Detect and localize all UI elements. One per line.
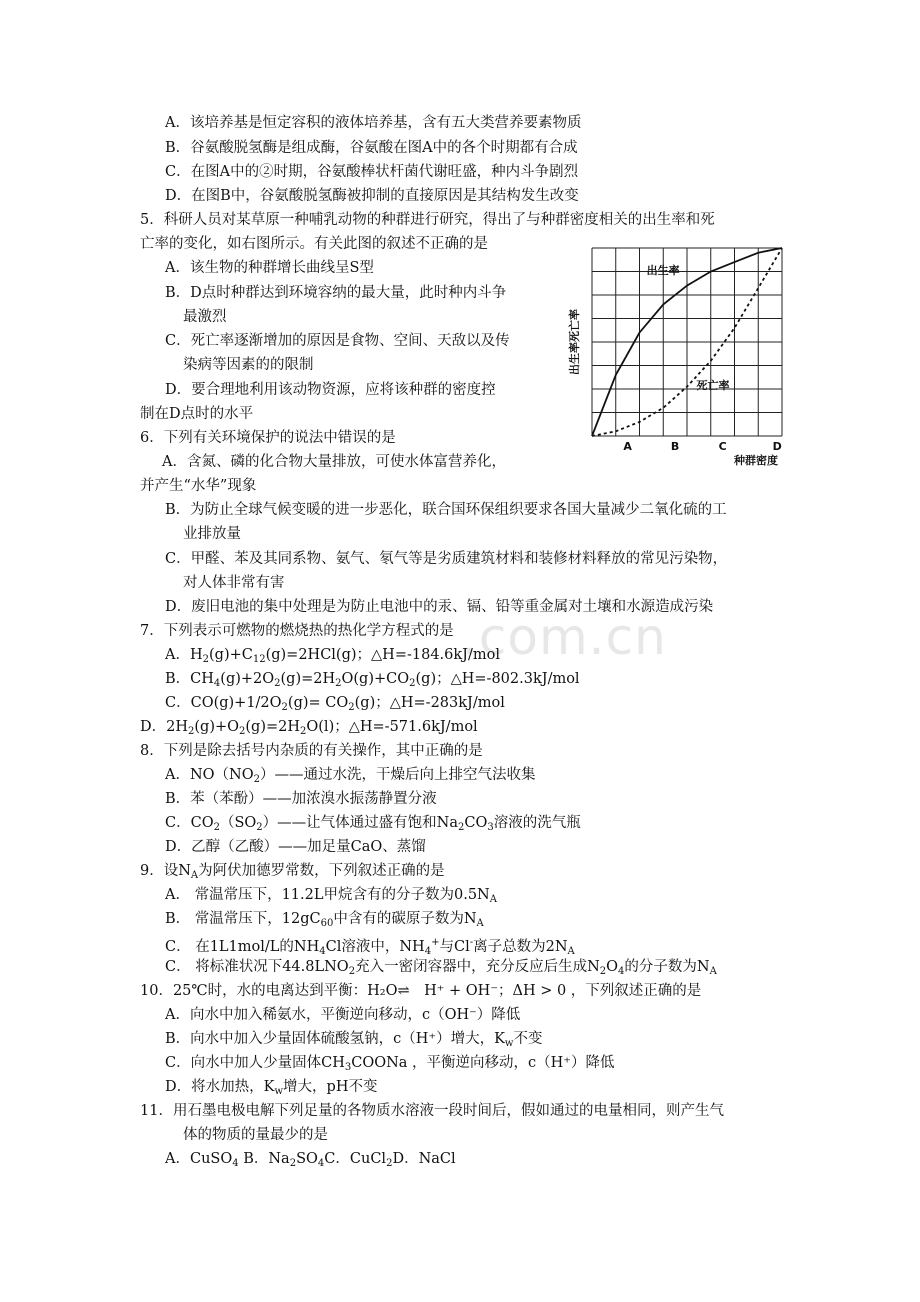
- q7-stem: 7．下列表示可燃物的燃烧热的热化学方程式的是: [140, 623, 454, 639]
- q8-option-a: A．$NO(NO_2)——$通过水洗，干燥后向上排空气法收集: [165, 767, 536, 785]
- q10-option-b: B．向水中加入少量固体硫酸氢钠，c（H⁺）增大，$K_w$不变: [165, 1031, 543, 1049]
- q9-option-a: A． 常温常压下，11.2L甲烷含有的分子数为$0.5N_A$: [165, 887, 497, 905]
- q9-option-b: B． 常温常压下，$12gC_{60}$中含有的碳原子数为$N_A$: [165, 911, 484, 929]
- birth-rate-label: 出生率: [646, 263, 680, 277]
- q5-option-c-line2: 染病等因素的的限制: [183, 357, 314, 373]
- q4-option-b: B．谷氨酸脱氢酶是组成酶，谷氨酸在图A中的各个时期都有合成: [165, 140, 578, 156]
- watermark: .com.cn: [462, 608, 667, 666]
- q6-option-c-line1: C．甲醛、苯及其同系物、氨气、氡气等是劣质建筑材料和装修材料释放的常见污染物，: [165, 551, 728, 567]
- y-axis-label: 出生率死亡率: [568, 309, 581, 375]
- q10-stem: 10．25℃时，水的电离达到平衡：H₂O⇌ H⁺ + OH⁻；ΔH > 0 ，下列叙述正确的是: [140, 983, 702, 999]
- q5-option-b-line2: 最激烈: [183, 309, 227, 325]
- q5-stem-line2: 亡率的变化，如右图所示。有关此图的叙述不正确的是: [140, 236, 488, 252]
- q6-option-b-line2: 业排放量: [183, 526, 241, 542]
- q8-stem: 8．下列是除去括号内杂质的有关操作，其中正确的是: [140, 743, 483, 759]
- q4-option-c: C．在图A中的②时期，谷氨酸棒状杆菌代谢旺盛，种内斗争剧烈: [165, 164, 579, 180]
- q5-stem-line1: 5．科研人员对某草原一种哺乳动物的种群进行研究，得出了与种群密度相关的出生率和死: [140, 212, 715, 228]
- q8-option-b: B．苯（苯酚）——加浓溴水振荡静置分液: [165, 791, 437, 807]
- q6-option-a-line2: 并产生“水华”现象: [140, 478, 257, 494]
- q8-option-c: C．$CO_2(SO_2)——$让气体通过盛有饱和$Na_2CO_3$溶液的洗气瓶: [165, 815, 581, 833]
- q11-stem-line2: 体的物质的量最少的是: [183, 1127, 328, 1143]
- q6-stem: 6．下列有关环境保护的说法中错误的是: [140, 430, 396, 446]
- q5-option-a: A．该生物的种群增长曲线呈S型: [165, 260, 374, 276]
- death-rate-label: 死亡率: [696, 379, 730, 392]
- q5-option-c-line1: C．死亡率逐渐增加的原因是食物、空间、天敌以及传: [165, 333, 510, 349]
- q5-option-d-line1: D．要合理地利用该动物资源，应将该种群的密度控: [165, 382, 496, 398]
- x-tick-label: B: [670, 440, 680, 453]
- x-tick-label: C: [718, 440, 727, 453]
- q6-option-d: D．废旧电池的集中处理是为防止电池中的汞、镉、铅等重金属对土壤和水源造成污染: [165, 599, 714, 615]
- q9-option-c: C． 在1L1mol/L的$NH_4Cl$溶液中，$NH_4^+$与Cl-离子总数为$2N_A$: [165, 937, 575, 957]
- q11-stem-line1: 11．用石墨电极电解下列足量的各物质水溶液一段时间后，假如通过的电量相同，则产生气: [140, 1103, 724, 1119]
- q4-option-d: D．在图B中，谷氨酸脱氢酶被抑制的直接原因是其结构发生改变: [165, 188, 579, 204]
- q11-options: A．CuSO$_4$ B．$Na_2SO_4C$．CuCl$_2$D．NaCl: [165, 1151, 456, 1169]
- q4-option-a: A．该培养基是恒定容积的液体培养基，含有五大类营养要素物质: [165, 115, 582, 131]
- q9-stem: 9．设$N_A$为阿伏加德罗常数，下列叙述正确的是: [140, 863, 445, 881]
- q7-option-c: C．$CO(g)+1/2O_2(g)= CO_2(g)$；△H=-283kJ/mol: [165, 695, 505, 713]
- q6-option-c-line2: 对人体非常有害: [183, 575, 285, 591]
- q8-option-d: D．乙醇（乙酸）——加足量CaO、蒸馏: [165, 839, 426, 855]
- q6-option-b-line1: B．为防止全球气候变暖的进一步恶化，联合国环保组织要求各国大量减少二氧化硫的工: [165, 502, 727, 518]
- x-tick-label: D: [772, 440, 782, 453]
- population-density-chart: [562, 238, 792, 470]
- q10-option-c: C．向水中加人少量固体$CH_3COONa$ ，平衡逆向移动，c（H⁺）降低: [165, 1055, 615, 1073]
- q5-option-b-line1: B．D点时种群达到环境容纳的最大量，此时种内斗争: [165, 285, 507, 301]
- q7-option-a: A．$H_2(g)+C_{12}(g)=2HCl(g)$；△H=-184.6kJ/mol: [165, 647, 500, 665]
- q7-option-d: D．$2H_2(g)+O_2(g)=2H_2O(l)$；△H=-571.6kJ/mol: [140, 719, 478, 737]
- q6-option-a-line1: A．含氮、磷的化合物大量排放，可使水体富营养化，: [162, 454, 506, 470]
- x-axis-label: 种群密度: [734, 454, 778, 467]
- q10-option-a: A．向水中加入稀氨水，平衡逆向移动，c（OH⁻）降低: [165, 1007, 521, 1023]
- q10-option-d: D．将水加热，$K_w$增大，pH不变: [165, 1079, 378, 1097]
- q9-option-d: C． 将标准状况下$44.8LNO_2$充入一密闭容器中，充分反应后生成$N_2O_4$的分子数为$N_A$: [165, 959, 717, 977]
- q5-option-d-line2: 制在D点时的水平: [140, 406, 254, 422]
- chart-grid: [592, 248, 782, 436]
- q7-option-b: B．$CH_4(g)+2O_2(g)=2H_2O(g)+CO_2(g)$；△H=-802.3kJ/mol: [165, 671, 580, 689]
- x-tick-label: A: [623, 440, 632, 453]
